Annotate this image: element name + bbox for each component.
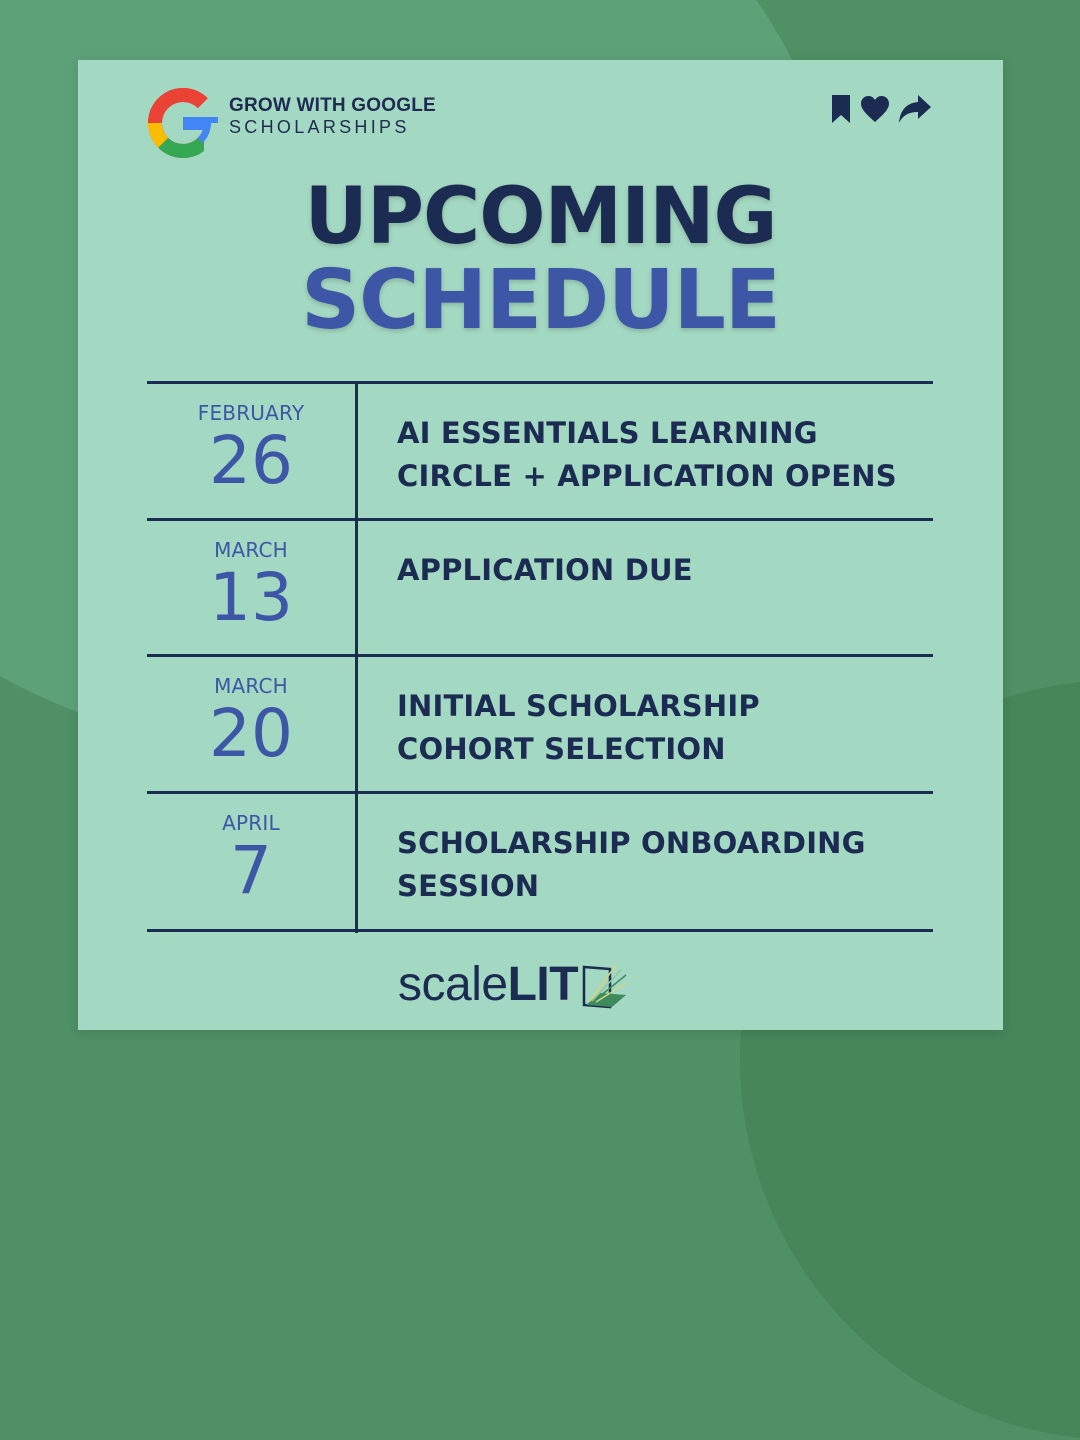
date-month: MARCH [214,538,288,562]
date-cell [147,384,355,497]
google-g-logo [147,87,219,159]
schedule-table [147,381,933,933]
event-title: AI ESSENTIALS LEARNING CIRCLE + APPLICATION OPENS [397,416,897,493]
date-month: APRIL [222,811,280,835]
date-day: 7 [230,832,272,909]
date-cell [147,521,355,634]
book-icon [582,961,628,1009]
brand-subtitle: SCHOLARSHIPS [229,117,410,137]
logo-text-regular: scale [398,958,508,1011]
bookmark-icon[interactable] [830,94,852,124]
scalelit-logo [398,955,628,1015]
event-title: INITIAL SCHOLARSHIP COHORT SELECTION [397,689,760,766]
date-month: FEBRUARY [197,401,305,425]
date-month: MARCH [214,674,288,698]
schedule-row [147,794,933,931]
date-day: 20 [209,695,293,772]
share-icon[interactable] [898,94,932,124]
title-upcoming: UPCOMING [304,172,777,262]
heart-icon[interactable] [860,95,890,123]
logo-text-bold: LIT [507,958,579,1011]
date-day: 26 [209,422,293,499]
schedule-row [147,657,933,794]
event-title: APPLICATION DUE [397,553,693,587]
brand-wordmark [229,96,436,136]
brand-title: GROW WITH GOOGLE [229,95,436,116]
date-cell [147,794,355,907]
schedule-row [147,521,933,658]
date-day: 13 [209,559,293,636]
schedule-row [147,384,933,521]
date-cell [147,657,355,770]
title-schedule: SCHEDULE [301,253,780,348]
post-actions [830,94,932,124]
event-title: SCHOLARSHIP ONBOARDING SESSION [397,826,866,903]
